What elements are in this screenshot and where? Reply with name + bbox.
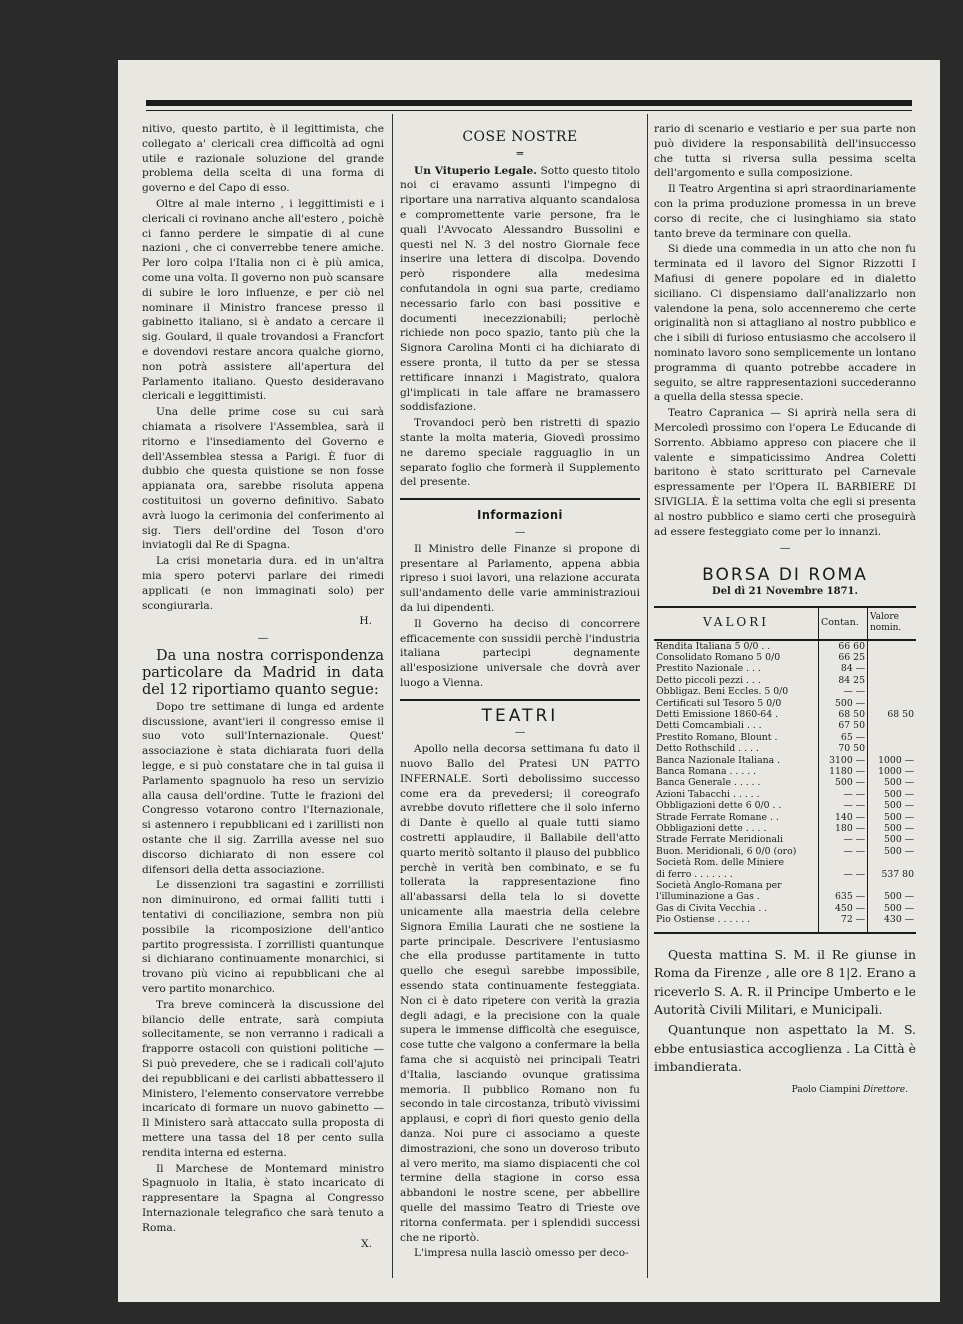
top-rule-thin <box>146 110 912 111</box>
table-end-cell <box>819 926 868 933</box>
section-title-teatri: TEATRI <box>481 705 559 726</box>
signature: X. <box>361 1237 372 1250</box>
borsa-table <box>654 606 916 934</box>
cell-contanti: 66 60 <box>819 640 868 652</box>
cell-nominale <box>868 857 917 868</box>
section-title-cose-nostre: COSE NOSTRE <box>462 129 578 145</box>
cell-contanti: 66 25 <box>819 652 868 663</box>
royal-arrival-notice <box>654 946 916 1077</box>
director-signature <box>654 1083 916 1098</box>
table-row <box>654 903 916 914</box>
cell-nominale: 500 — <box>868 777 917 788</box>
cell-contanti: — — <box>819 846 868 857</box>
cell-valore: Detto piccoli pezzi . . . <box>656 674 761 686</box>
table-row <box>654 686 916 697</box>
cell-valore: Banca Generale . . . . . <box>656 777 761 789</box>
header-contanti: Contan. <box>819 607 868 640</box>
paragraph: Oltre al male interno , i leggittimisti e i clericali ci rovinano anche all'estero , poichè ci fanno perdere le simpatie di al cune nazioni , che ci converrebbe tenere amiche. Per loro colpa l'Italia non ci è più amica, come una volta. Il governo non può scansare di subire le loro influenze, e per ciò nel nominare il Ministro francese presso il gabinetto italiano, si è andato a cercare il sig. Goulard, il quale trovandosi a Francfort e dovendovi restare ancora qualche giorno, non potrà assistere all'apertura del Parlamento italiano. Questo desideravano clericali e leggittimisti. <box>142 197 384 403</box>
paragraph: Apollo nella decorsa settimana fu dato il nuovo Ballo del Pratesi UN PATTO INFERNALE. Sortì debolissimo successo come era da prevedersi; il coreografo avrebbe dovuto riflettere che il solo inferno di Dante è quello al quale tutti siamo costretti applaudire, il Ballabile dell'atto quarto meritò soltanto il plauso del pubblico perchè in verità ben combinato, e se fu tollerata la rappresentazione fino all'abassarsi della tela lo si dovette unicamente alla maestria della celebre Signora Emilia Laurati che ne sostiene la parte principale. Descrivere l'entusiasmo che ella produsse partitamente in tutto quello che eseguì sarebbe impossibile, essendo stata continuamente festeggiata. Non ci è dato ripetere con verità la grazia degli adagi, e la precisione con la quale supera le immense difficoltà che eseguisce, cose tutte che valgono a confermare la bella fama che si acquistò nei principali Teatri d'Italia, lasciando ovunque gratissima memoria. Il pubblico Romano non fu secondo in tale circostanza, tributò vivissimi applausi, e coprì di fiori questo genio della danza. Noi pure ci associamo a queste dimostrazioni, che sono un doveroso tributo al vero merito, ma siamo dispiacenti che col termine della stagione in corso essa abbandoni le nostre scene, per abbellire quelle del massimo Teatro di Trieste ove ritorna confermata. per i splendidi successi che ne riportò. <box>400 743 640 1244</box>
cell-contanti: — — <box>819 834 868 845</box>
cell-valore: Rendita Italiana 5 0/0 . . <box>656 640 771 652</box>
cell-contanti: 65 — <box>819 732 868 743</box>
cell-valore: Certificati sul Tesoro 5 0/0 <box>656 697 782 709</box>
cell-nominale <box>868 732 917 743</box>
cell-valore: Detto Rothschild . . . . <box>656 743 759 755</box>
table-row <box>654 914 916 925</box>
cell-contanti: 84 — <box>819 663 868 674</box>
cell-valore: Obbligaz. Beni Eccles. 5 0/0 <box>656 686 789 698</box>
separator-dash: — <box>514 525 526 538</box>
cell-nominale: 500 — <box>868 789 917 800</box>
cell-nominale <box>868 720 917 731</box>
paragraph: L'impresa nulla lasciò omesso per deco- <box>414 1247 629 1260</box>
director-name: Paolo Ciampini <box>791 1084 861 1095</box>
cell-valore: Detti Emissione 1860-64 . <box>656 708 779 720</box>
paragraph: rario di scenario e vestiario e per sua parte non può dividere la responsabilità dell'insuccesso che tutta si riversa sulla pessima scelta dell'argomento e sulla composizione. <box>654 123 916 180</box>
paragraph: Trovandoci però ben ristretti di spazio stante la molta materia, Giovedì prossimo ne daremo speciale ragguaglio in un separato foglio che formerà il Supplemento del presente. <box>400 417 640 489</box>
cell-nominale <box>868 743 917 754</box>
column-left <box>142 122 384 1278</box>
cell-nominale <box>868 640 917 652</box>
table-row <box>654 743 916 754</box>
separator-mark: ═ <box>516 147 524 160</box>
cell-nominale: 500 — <box>868 891 917 902</box>
paragraph <box>400 164 640 416</box>
section-title-informazioni: Informazioni <box>477 507 563 523</box>
paragraph: Dopo tre settimane di lunga ed ardente discussione, avant'ieri il congresso emise il suo voto sull'Internazionale. Quest' associazione è stata dichiarata fuori della legge, e si può constatare che in tal guisa il Parlamento spagnuolo ha reso un servizio alla causa dell'ordine. Tutte le frazioni del Congresso votarono contro l'Iternazionale, si astennero i repubblicani ed i zarillisti non ostante che il sig. Zarrilla avesse nel suo discorso dichiarato di non essere col difensori della detta associazione. <box>142 700 384 876</box>
table-end-cell <box>654 926 819 933</box>
cell-valore: Banca Romana . . . . . <box>656 765 757 777</box>
table-row <box>654 834 916 845</box>
cell-nominale: 500 — <box>868 812 917 823</box>
cell-valore: Società Anglo-Romana per <box>656 880 782 892</box>
cell-nominale: 537 80 <box>868 869 917 880</box>
cell-contanti: 140 — <box>819 812 868 823</box>
table-row <box>654 869 916 880</box>
cell-contanti <box>819 880 868 891</box>
paragraph: Il Marchese de Montemard ministro Spagnuolo in Italia, è stato incaricato di rappresentare la Spagna al Congresso Internazionale telegrafico che sarà tenuto a Roma. <box>142 1162 384 1234</box>
cell-contanti: 67 50 <box>819 720 868 731</box>
cell-valore: Prestito Nazionale . . . <box>656 663 761 675</box>
signature: H. <box>359 615 372 628</box>
cell-contanti <box>819 857 868 868</box>
cell-nominale <box>868 675 917 686</box>
article-lead: Un Vituperio Legale. <box>414 164 537 177</box>
cell-contanti: 450 — <box>819 903 868 914</box>
table-end-cell <box>868 926 917 933</box>
section-rule <box>400 699 640 701</box>
column-right <box>654 122 916 1278</box>
column-divider <box>392 114 393 1278</box>
table-row <box>654 755 916 766</box>
table-row <box>654 846 916 857</box>
borsa-date: Del dì 21 Novembre 1871. <box>712 585 858 597</box>
column-middle <box>400 122 640 1278</box>
table-row <box>654 880 916 891</box>
separator-dash: — <box>257 632 269 645</box>
section-rule <box>400 498 640 500</box>
table-row <box>654 766 916 777</box>
table-row <box>654 857 916 868</box>
cell-nominale: 430 — <box>868 914 917 925</box>
header-valori: VALORI <box>654 607 819 640</box>
cell-valore: di ferro . . . . . . . <box>656 868 733 880</box>
cell-contanti: — — <box>819 686 868 697</box>
cell-nominale <box>868 652 917 663</box>
cell-valore: Pio Ostiense . . . . . . <box>656 914 751 926</box>
director-title: Direttore. <box>863 1084 908 1095</box>
article-text: Sotto questo titolo noi ci eravamo assunti l'impegno di riportare una narrativa alquanto scandalosa e compromettente varie persone, fra le quali l'Avvocato Alessandro Bussolini e questi nel N. 3 del nostro Giornale fece inserire una lettera di discolpa. Dovendo però rispondere alla medesima confutandola in ogni sua parte, crediamo necessario farlo con basi possitive e documenti inecezzionabili; perlochè richiede non poco spazio, tanto più che la Signora Carolina Monti ci ha dichiarato di essere pronta, il tutto da per se stessa rettificare innanzi i Magistrato, qualora gl'implicati in tale affare ne bramassero soddisfazione. <box>400 164 640 414</box>
table-row <box>654 823 916 834</box>
cell-valore: Obbligazioni dette 6 0/0 . . <box>656 800 782 812</box>
table-row <box>654 732 916 743</box>
paragraph: Il Ministro delle Finanze si propone di presentare al Parlamento, appena abbia ripreso i suoi lavori, una relazione accurata sull'andamento delle varie amministrazioui da lui dipendenti. <box>400 542 640 614</box>
borsa-table-body <box>654 640 916 933</box>
cell-nominale: 500 — <box>868 834 917 845</box>
cell-nominale: 500 — <box>868 903 917 914</box>
paragraph: Il Governo ha deciso di concorrere efficacemente con sussidii perchè l'industria italiana partecipi degnamente all'esposizione universale che dovrà aver luogo a Vienna. <box>400 617 640 689</box>
cell-valore: Prestito Romano, Blount . <box>656 731 778 743</box>
cell-nominale <box>868 663 917 674</box>
cell-contanti: — — <box>819 869 868 880</box>
borsa-title: BORSA DI ROMA <box>702 565 868 586</box>
paragraph: La crisi monetaria dura. ed in un'altra mia spero potervi parlare dei rimedi applicati (e non immaginati solo) per scongiurarla. <box>142 555 384 612</box>
cell-nominale <box>868 698 917 709</box>
table-row <box>654 720 916 731</box>
paragraph: nitivo, questo partito, è il legittimista, che collegato a' clericali crea difficoltà ad ogni utile e razionale soluzione del grande problema della scelta di una forma di governo e del Capo di esso. <box>142 123 384 195</box>
paragraph: Teatro Capranica — Si aprirà nella sera di Mercoledì prossimo con l'opera Le Educande di Sorrento. Abbiamo appreso con piacere che il valente e simpaticissimo Andrea Coletti baritono è stato scritturato pel Carnevale espressamente per l'Opera IL BARBIERE DI SIVIGLIA. È la settima volta che egli si presenta al nostro pubblico e siamo certi che proseguirà ad essere festeggiato come per lo innanzi. <box>654 407 916 538</box>
cell-valore: Strade Ferrate Romane . . <box>656 811 779 823</box>
paragraph: Tra breve comincerà la discussione del bilancio delle entrate, sarà compiuta sollecitamente, se non verranno i radicali a frapporre ostacoli con quistioni politiche — Si può prevedere, che se i radicali coll'ajuto dei repubblicani e dei carlisti abbattessero il Ministero, l'elemento conservatore verrebbe incaricato di formare un nuovo gabinetto — Il Ministero sarà attaccato sulla proposta di mettere una tassa del 18 per cento sulla rendita interna ed esterna. <box>142 998 384 1159</box>
paragraph: Il Teatro Argentina si aprì straordinariamente con la prima produzione promessa in un breve corso di recite, che ci lusinghiamo sia stato tanto breve da terminare con quella. <box>654 183 916 240</box>
cell-contanti: 3100 — <box>819 755 868 766</box>
table-row <box>654 789 916 800</box>
cell-valore: Detti Comcambiali . . . <box>656 720 762 732</box>
table-row <box>654 640 916 652</box>
cell-valore: Obbligazioni dette . . . . <box>656 823 767 835</box>
table-row <box>654 698 916 709</box>
cell-contanti: 1180 — <box>819 766 868 777</box>
table-row <box>654 709 916 720</box>
table-row <box>654 800 916 811</box>
table-row <box>654 675 916 686</box>
cell-contanti: 84 25 <box>819 675 868 686</box>
newspaper-page <box>118 60 940 1302</box>
top-rule <box>146 100 912 106</box>
table-end-rule <box>654 926 916 933</box>
cell-nominale: 1000 — <box>868 766 917 777</box>
column-divider <box>647 114 648 1278</box>
cell-contanti: — — <box>819 800 868 811</box>
cell-contanti: 72 — <box>819 914 868 925</box>
cell-valore: l'illuminazione a Gas . <box>656 891 760 903</box>
cell-nominale: 500 — <box>868 846 917 857</box>
cell-nominale: 68 50 <box>868 709 917 720</box>
cell-valore: Azioni Tabacchi . . . . . <box>656 788 760 800</box>
cell-valore: Società Rom. delle Miniere <box>656 857 784 869</box>
table-row <box>654 777 916 788</box>
table-row <box>654 812 916 823</box>
cell-nominale <box>868 880 917 891</box>
cell-valore: Banca Nazionale Italiana . <box>656 754 781 766</box>
cell-contanti: — — <box>819 789 868 800</box>
cell-contanti: 500 — <box>819 698 868 709</box>
cell-valore: Gas di Civita Vecchia . . <box>656 902 768 914</box>
cell-valore: Strade Ferrate Meridionali <box>656 834 784 846</box>
table-row <box>654 891 916 902</box>
paragraph: Una delle prime cose su cui sarà chiamata a risolvere l'Assemblea, sarà il ritorno e l'insediamento del Governo e dell'Assemblea stessa a Parigi. È fuor di dubbio che questa quistione se non fosse appianata ora, sarebbe risoluta appena costituitosi un governo definitivo. Sabato avrà luogo la cerimonia del conferimento al sig. Tiers dell'ordine del Toson d'oro inviatogli dal Re di Spagna. <box>142 406 384 552</box>
table-row <box>654 663 916 674</box>
header-nominale: Valore nomin. <box>868 607 917 640</box>
cell-contanti: 635 — <box>819 891 868 902</box>
correspondence-heading: Da una nostra corrispondenza particolare da Madrid in data del 12 riportiamo quanto segue: <box>142 647 384 698</box>
cell-contanti: 68 50 <box>819 709 868 720</box>
cell-nominale: 500 — <box>868 800 917 811</box>
separator-dash: — <box>514 726 526 739</box>
separator-dash: — <box>779 542 791 555</box>
table-row <box>654 652 916 663</box>
cell-nominale <box>868 686 917 697</box>
cell-valore: Buon. Meridionali, 6 0/0 (oro) <box>656 845 797 857</box>
table-header-row <box>654 607 916 640</box>
paragraph: Questa mattina S. M. il Re giunse in Roma da Firenze , alle ore 8 1|2. Erano a riceverlo S. A. R. il Principe Umberto e le Autorità Civili Militari, e Municipali. <box>654 946 916 1018</box>
cell-contanti: 500 — <box>819 777 868 788</box>
cell-valore: Consolidato Romano 5 0/0 <box>656 651 781 663</box>
cell-nominale: 500 — <box>868 823 917 834</box>
cell-contanti: 180 — <box>819 823 868 834</box>
paragraph: Quantunque non aspettato la M. S. ebbe entusiastica accoglienza . La Città è imbandierata. <box>654 1022 916 1075</box>
paragraph: Si diede una commedia in un atto che non fu terminata ed il lavoro del Signor Rizzotti I Mafiusi di genere popolare ed in dialetto siciliano. Ci dispensiamo dall'analizzarlo non valendone la pena, solo accenneremo che certe originalità non si attagliano al nostro pubblico e che i sibili di furioso entusiasmo che accolsero il nominato lavoro sono semplicemente un lontano programma di quanto potrebbe accadere in seguito, se altre rappresentazioni succederanno a quella della stessa specie. <box>654 243 916 404</box>
cell-contanti: 70 50 <box>819 743 868 754</box>
paragraph: Le dissenzioni tra sagastini e zorrillisti non diminuirono, ed ormai falliti tutti i tentativi di conciliazione, sembra non più possibile la ricomposizione dell'antico partito progressista. I zorrillisti quantunque si dichiarano continuamente monarchici, si trovano più vicino ai repubblicani che al vero partito monarchico. <box>142 879 384 996</box>
cell-nominale: 1000 — <box>868 755 917 766</box>
